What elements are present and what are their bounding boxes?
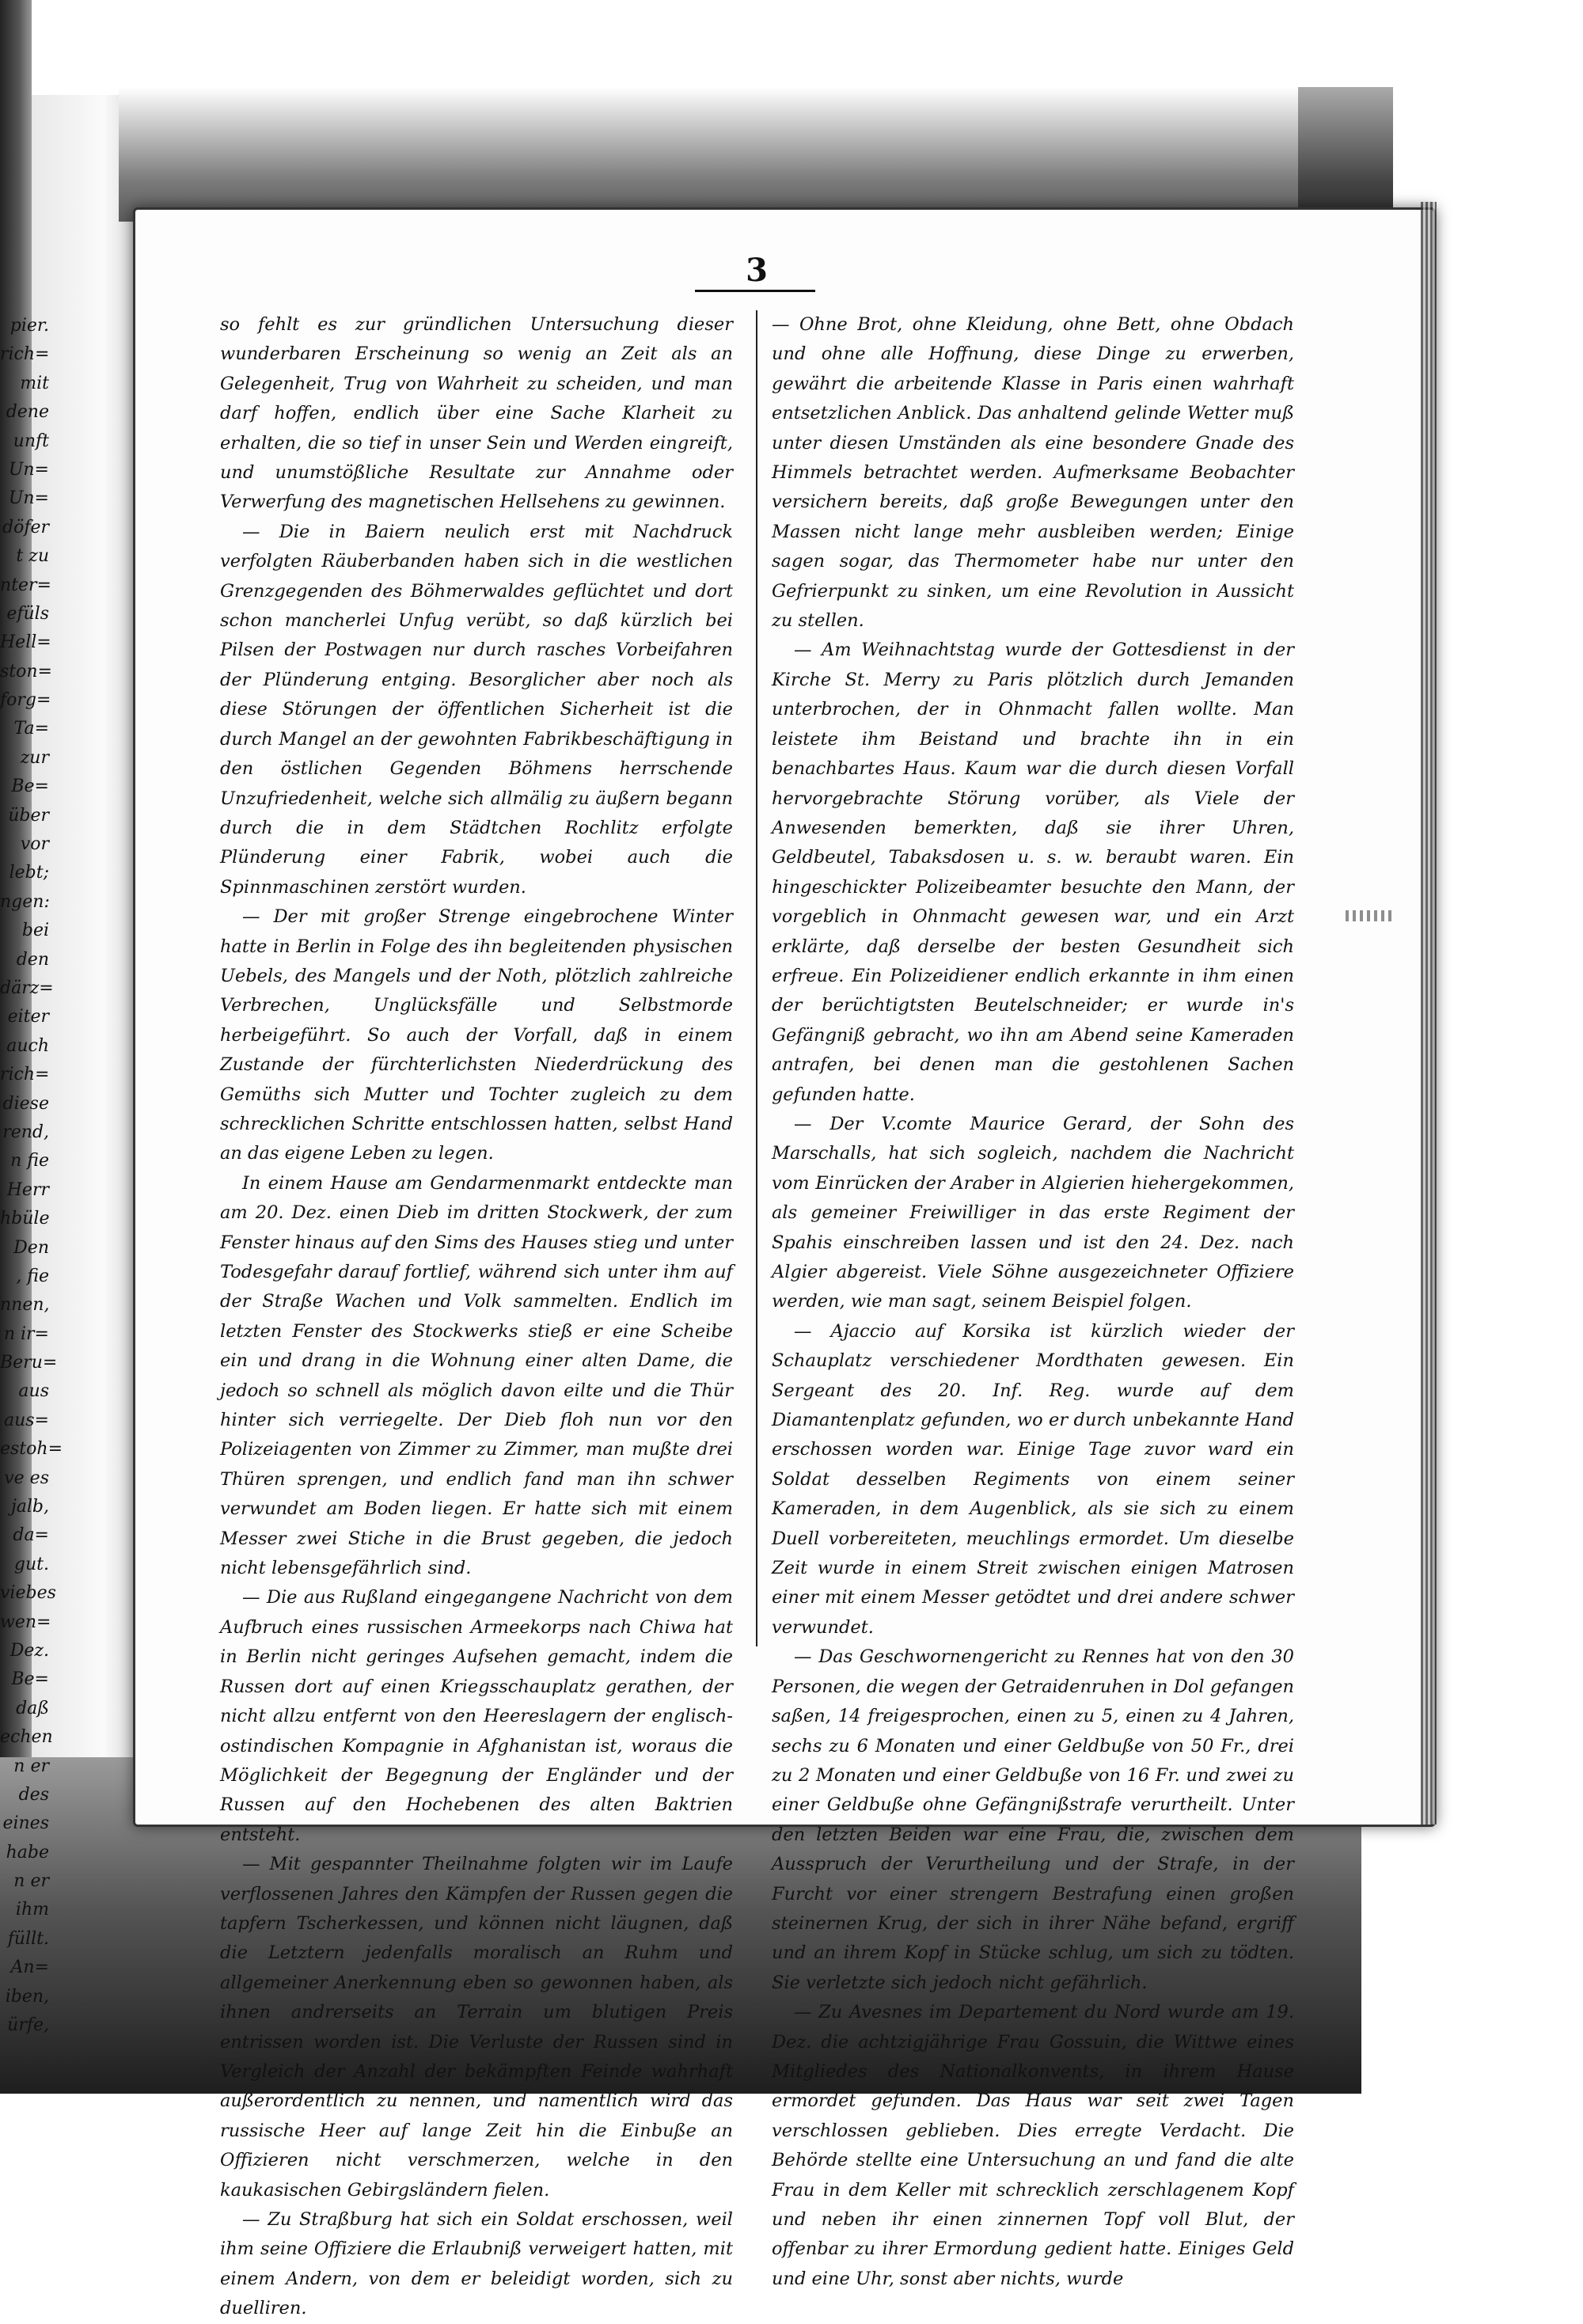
fragment-line: , fie [16, 1266, 49, 1286]
fragment-line: döfer [2, 517, 49, 537]
right-column [772, 310, 1294, 2294]
fragment-line: bei [21, 921, 49, 941]
fragment-line: daß [16, 1698, 49, 1718]
fragment-line: n er [13, 1756, 49, 1776]
fragment-line: da= [13, 1525, 49, 1546]
fragment-line: Un= [8, 459, 49, 480]
top-shadow [119, 87, 1377, 222]
fragment-line: rend, [2, 1122, 49, 1142]
article-paragraph: — Die aus Rußland eingegangene Nachricht von dem Aufbruch eines russischen Armeekorps nach Chiwa hat in Berlin nicht geringes Aufsehen gemacht, indem die Russen dort auf einen Kriegsschauplatz gerathen, der nicht allzu entfernt von den Heereslagern der englisch-ostindischen Kompagnie in Afghanistan ist, woraus die Möglichkeit der Begegnung der Engländer und der Russen auf den Hochebenen des alten Baktrien entsteht. [220, 1587, 733, 1845]
fragment-line: ngen: [0, 891, 50, 912]
article-paragraph: — Der mit großer Strenge eingebrochene Winter hatte in Berlin in Folge des ihn begleitenden physischen Uebels, des Mangels und der Noth, plötzlich zahlreiche Verbrechen, Unglücksfälle und Selbstmorde herbeigeführt. So auch der Vorfall, daß in einem Zustande der fürchterlichsten Niederdrückung des Gemüths sich Mutter und Tochter zugleich zu dem schrecklichen Schritte entschlossen hatten, selbst Hand an das eigene Leben zu legen. [220, 906, 733, 1164]
fragment-line: därz= [0, 978, 54, 998]
fragment-line: wen= [0, 1612, 51, 1632]
fragment-line: vor [20, 834, 49, 855]
fragment-line: iben, [5, 1986, 49, 2007]
fragment-line: Be= [11, 1669, 49, 1690]
page-stack-edge [1421, 202, 1437, 1825]
fragment-line: Herr [6, 1179, 49, 1200]
fragment-line: gut. [13, 1554, 49, 1574]
article-paragraph: so fehlt es zur gründlichen Untersuchung dieser wunderbaren Erscheinung so wenig an Zeit als an Gelegenheit, Trug von Wahrheit zu scheiden, und man darf hoffen, endlich über eine Sache Klarheit zu erhalten, die so tief in unser Sein und Werden eingreift, und unumstößliche Resultate zur Annahme oder Verwerfung des magnetischen Hellsehens zu gewinnen. [220, 314, 733, 513]
fragment-line: mit [20, 373, 49, 393]
fragment-line: viebes [0, 1583, 56, 1604]
fragment-line: Beru= [0, 1353, 58, 1373]
article-paragraph: — Das Geschwornengericht zu Rennes hat von den 30 Personen, die wegen der Getraidenruhen in Dol gefangen saßen, 14 freigesprochen, einen zu 5, einen zu 4 Jahren, sechs zu 6 Monaten und einer Geldbuße von 50 Fr., drei zu 2 Monaten und einer Geldbuße von 16 Fr. und zwei zu einer Geldbuße ohne Gefängnißstrafe verurtheilt. Unter den letzten Beiden war eine Frau, die, zwischen dem Ausspruch der Verurtheilung und der Strafe, in der Furcht vor einer strengern Bestrafung einen großen steinernen Krug, der sich in ihrer Nähe befand, ergriff und an ihrem Kopf in Stücke schlug, um sich zu tödten. Sie verletzte sich jedoch nicht gefährlich. [772, 1646, 1294, 1993]
fragment-line: nnen, [0, 1295, 50, 1316]
article-paragraph: — Zu Straßburg hat sich ein Soldat erschossen, weil ihm seine Offiziere die Erlaubniß verweigert hatten, mit einem Andern, von dem er beleidigt worden, sich zu duelliren. [220, 2209, 733, 2319]
article-paragraph: — Ohne Brot, ohne Kleidung, ohne Bett, ohne Obdach und ohne alle Hoffnung, diese Dinge zu erwerben, gewährt die arbeitende Klasse in Paris einen wahrhaft entsetzlichen Anblick. Das anhaltend gelinde Wetter muß unter diesen Umständen als eine besondere Gnade des Himmels betrachtet werden. Aufmerksame Beobachter versichern bereits, daß große Bewegungen unter den Massen nicht lange mehr ausbleiben werden; Einige sagen sogar, das Thermometer habe nur unter den Gefrierpunkt zu sinken, um eine Revolution in Aussicht zu stellen. [772, 314, 1294, 632]
article-paragraph: In einem Hause am Gendarmenmarkt entdeckte man am 20. Dez. einen Dieb im dritten Stockwerk, der zum Fenster hinaus auf den Sims des Hauses stieg und unter Todesgefahr darauf fortlief, während sich unter ihm auf der Straße Wachen und Volk sammelten. Endlich im letzten Fenster des Stockwerks stieß er eine Scheibe ein und drang in die Wohnung einer alten Dame, die jedoch so schnell als möglich davon eilte und die Thür hinter sich verriegelte. Der Dieb floh nun vor den Polizeiagenten von Zimmer zu Zimmer, man mußte drei Thüren sprengen, und endlich fand man ihn schwer verwundet am Boden liegen. Er hatte sich mit einem Messer zwei Stiche in die Brust gegeben, die jedoch nicht lebensgefährlich sind. [220, 1172, 733, 1579]
header-rule [695, 290, 815, 292]
fragment-line: Be= [11, 777, 49, 797]
fragment-line: estoh= [0, 1439, 63, 1460]
fragment-line: zur [20, 747, 49, 768]
fragment-line: lebt; [9, 863, 49, 883]
fragment-line: rich= [0, 1065, 50, 1085]
fragment-line: diese [2, 1093, 49, 1114]
left-column [220, 310, 733, 2324]
fragment-line: An= [10, 1958, 49, 1978]
column-divider [756, 310, 757, 1646]
page-number: 3 [746, 252, 768, 289]
article-paragraph: — Der V.comte Maurice Gerard, der Sohn des Marschalls, hat sich sogleich, nachdem die Nachricht vom Einrücken der Araber in Algierien hiehergekommen, als gemeiner Freiwilliger in das erste Regiment der Spahis einschreiben lassen und ist den 24. Dez. nach Algier abgereist. Viele Söhne ausgezeichneter Offiziere werden, wie man sagt, seinem Beispiel folgen. [772, 1113, 1294, 1312]
fragment-line: habe [6, 1842, 49, 1863]
fragment-line: eines [2, 1813, 49, 1834]
fragment-line: aus [18, 1381, 49, 1402]
fragment-line: eiter [7, 1007, 49, 1027]
fragment-line: rich= [0, 344, 50, 365]
fragment-line: n fie [10, 1151, 49, 1171]
fragment-line: Un= [8, 488, 49, 509]
article-paragraph: — Zu Avesnes im Departement du Nord wurde am 19. Dez. die achtzigjährige Frau Gossuin, die Wittwe eines Mitgliedes des Nationalkonvents, in ihrem Hause ermordet gefunden. Das Haus war seit zwei Tagen verschlossen geblieben. Dies erregte Verdacht. Die Behörde stellte eine Untersuchung an und fand die alte Frau in dem Keller mit schrecklich zerschlagenem Kopf und neben ihr einen zinnernen Topf voll Blut, der offenbar zu ihrer Ermordung gedient hatte. Einiges Geld und eine Uhr, sonst aber nichts, wurde [772, 2002, 1294, 2289]
fragment-line: ve es [4, 1468, 49, 1488]
fragment-line: ston= [0, 661, 52, 682]
fragment-line: den [16, 949, 49, 970]
fragment-line: n ir= [3, 1323, 49, 1344]
fragment-line: Dez. [9, 1640, 49, 1661]
scan-artifact [1346, 910, 1393, 921]
previous-page-text-fragments [0, 312, 63, 2040]
fragment-line: des [18, 1784, 49, 1805]
fragment-line: ihm [15, 1900, 49, 1920]
fragment-line: hbüle [0, 1209, 50, 1229]
fragment-line: auch [6, 1035, 49, 1056]
article-paragraph: — Die in Baiern neulich erst mit Nachdruck verfolgten Räuberbanden haben sich in die westlichen Grenzgegenden des Böhmerwaldes geflüchtet und dort schon mancherlei Unfug verübt, so daß kürzlich bei Pilsen der Postwagen nur durch rasches Vorbeifahren der Plünderung entging. Besorglicher aber noch als diese Störungen der öffentlichen Sicherheit ist die durch Mangel an der gewohnten Fabrikbeschäftigung in den östlichen Gegenden Böhmens herrschende Unzufriedenheit, welche sich allmälig zu äußern begann durch die in dem Städtchen Rochlitz erfolgte Plünderung einer Fabrik, wobei auch die Spinnmaschinen zerstört wurden. [220, 521, 733, 898]
fragment-line: Ta= [13, 719, 49, 739]
fragment-line: aus= [3, 1410, 49, 1430]
fragment-line: ürfe, [7, 2015, 49, 2036]
fragment-line: n er [13, 1871, 49, 1892]
fragment-line: pier. [9, 316, 49, 336]
fragment-line: nter= [0, 575, 51, 595]
article-paragraph: — Am Weihnachtstag wurde der Gottesdienst in der Kirche St. Merry zu Paris plötzlich durch Jemanden unterbrochen, der in Ohnmacht fallen wollte. Man leistete ihm Beistand und brachte ihn in ein benachbartes Haus. Kaum war die durch diesen Vorfall hervorgebrachte Störung vorüber, als Viele der Anwesenden bemerkten, daß sie ihrer Uhren, Geldbeutel, Tabaksdosen u. s. w. beraubt waren. Ein hingeschickter Polizeibeamter besuchte den Mann, der vorgeblich in Ohnmacht gewesen war, und ein Arzt erklärte, daß derselbe der besten Gesundheit sich erfreue. Ein Polizeidiener endlich erkannte in ihm einen der berüchtigtsten Beutelschneider; er wurde in's Gefängniß gebracht, wo ihn am Abend seine Kameraden antrafen, bei denen man die gestohlenen Sachen gefunden hatte. [772, 640, 1294, 1105]
fragment-line: unft [13, 431, 49, 451]
article-paragraph: — Ajaccio auf Korsika ist kürzlich wieder der Schauplatz verschiedener Mordthaten gewesen. Ein Sergeant des 20. Inf. Reg. wurde auf dem Diamantenplatz gefunden, wo er durch unbekannte Hand erschossen worden war. Einige Tage zuvor ward ein Soldat desselben Regiments von einem seiner Kameraden, in dem Augenblick, als sie sich zu einem Duell vorbereiteten, meuchlings ermordet. Um dieselbe Zeit wurde in einem Streit zwischen einigen Matrosen einer mit einem Messer getödtet und drei andere schwer verwundet. [772, 1320, 1294, 1638]
fragment-line: füllt. [7, 1928, 49, 1949]
fragment-line: forg= [0, 690, 51, 711]
fragment-line: Den [13, 1237, 49, 1258]
fragment-line: jalb, [10, 1497, 49, 1517]
fragment-line: über [8, 805, 49, 826]
fragment-line: t zu [16, 546, 49, 567]
fragment-line: Hell= [0, 632, 51, 653]
fragment-line: dene [6, 402, 49, 423]
fragment-line: efüls [6, 603, 49, 624]
article-paragraph: — Mit gespannter Theilnahme folgten wir im Laufe verflossenen Jahres den Kämpfen der Russen gegen die tapfern Tscherkessen, und können nicht läugnen, daß die Letztern jedenfalls moralisch an Ruhm und allgemeiner Anerkennung eben so gewonnen haben, als ihnen andrerseits an Terrain um blutigen Preis entrissen worden ist. Die Verluste der Russen sind in Vergleich der Anzahl der bekämpften Feinde wahrhaft außerordentlich zu nennen, und namentlich wird das russische Heer auf lange Zeit hin die Einbuße an Offizieren nicht verschmerzen, welche in den kaukasischen Gebirgsländern fielen. [220, 1854, 733, 2201]
fragment-line: echen [0, 1727, 53, 1748]
